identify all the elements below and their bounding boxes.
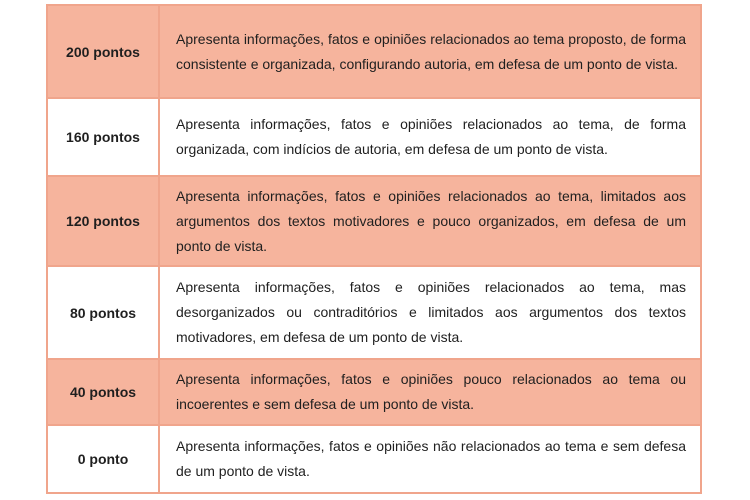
description-cell: Apresenta informações, fatos e opiniões não relacionados ao tema e sem defesa de um ponto de vista.	[159, 425, 701, 493]
score-cell: 200 pontos	[47, 5, 159, 98]
score-cell: 160 pontos	[47, 98, 159, 176]
score-cell: 80 pontos	[47, 266, 159, 359]
score-cell: 120 pontos	[47, 176, 159, 266]
description-cell: Apresenta informações, fatos e opiniões relacionados ao tema, mas desorganizados ou contraditórios e limitados aos argumentos dos textos motivadores, em defesa de um ponto de vista.	[159, 266, 701, 359]
table-row	[47, 5, 701, 98]
table-row	[47, 98, 701, 176]
table-row	[47, 266, 701, 359]
description-cell: Apresenta informações, fatos e opiniões relacionados ao tema, limitados aos argumentos dos textos motivadores e pouco organizados, em defesa de um ponto de vista.	[159, 176, 701, 266]
table-row	[47, 359, 701, 425]
table-row	[47, 425, 701, 493]
score-cell: 40 pontos	[47, 359, 159, 425]
description-cell: Apresenta informações, fatos e opiniões pouco relacionados ao tema ou incoerentes e sem defesa de um ponto de vista.	[159, 359, 701, 425]
description-cell: Apresenta informações, fatos e opiniões relacionados ao tema, de forma organizada, com indícios de autoria, em defesa de um ponto de vista.	[159, 98, 701, 176]
rubric-table	[46, 4, 702, 494]
score-cell: 0 ponto	[47, 425, 159, 493]
table-row	[47, 176, 701, 266]
description-cell: Apresenta informações, fatos e opiniões relacionados ao tema proposto, de forma consistente e organizada, configurando autoria, em defesa de um ponto de vista.	[159, 5, 701, 98]
